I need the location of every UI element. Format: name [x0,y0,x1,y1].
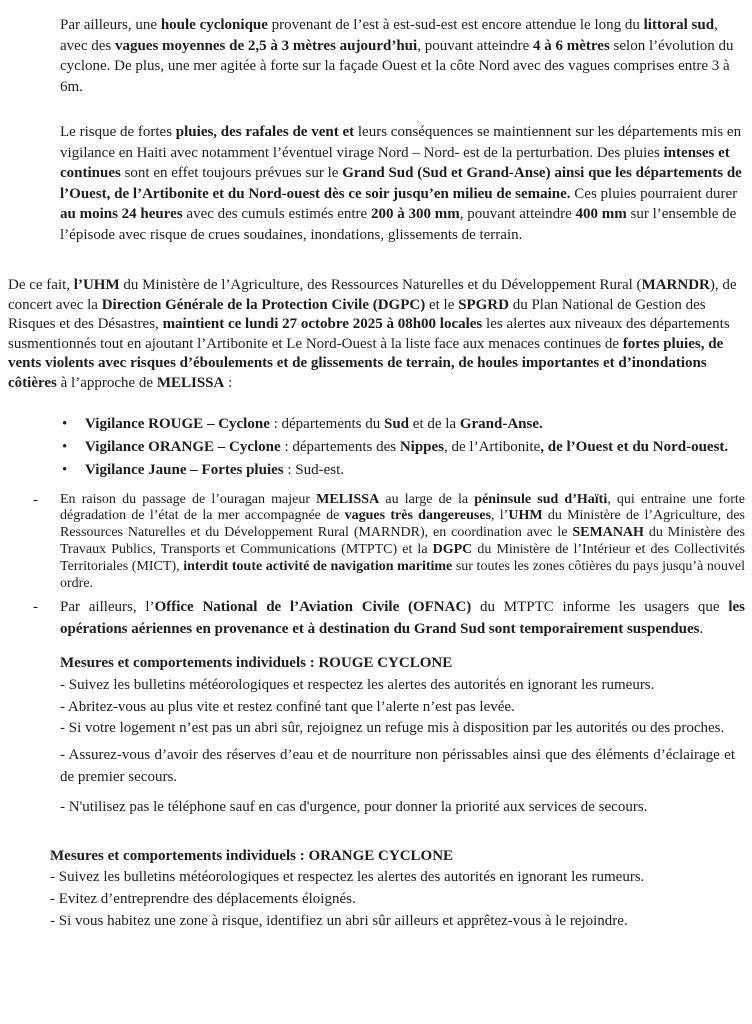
vigilance-item-text: Vigilance ORANGE – Cyclone : départements des Nippes, de l’Artibonite, de l’Ouest et du Nord-ouest. [85,438,729,455]
notice-item-text: Par ailleurs, l’Office National de l’Aviation Civile (OFNAC) du MTPTC informe les usagers que les opérations aériennes en provenance et à destination du Grand Sud sont temporairement suspendues. [60,599,746,637]
bullet-icon: • [62,415,68,432]
notice-item-navigation-maritime [33,492,745,593]
measure-orange-2: - Evitez d’entreprendre des déplacements éloignés. [50,891,356,908]
vigilance-item-jaune [62,459,745,482]
paragraph-houle-cyclonique: Par ailleurs, une houle cyclonique provenant de l’est à est-sud-est est encore attendue le long du littoral sud, avec des vagues moyennes de 2,5 à 3 mètres aujourd’hui, pouvant atteindre 4 à 6 mètres selon l’évolution du cyclone. De plus, une mer agitée à forte sur la façade Ouest et la côte Nord avec des vagues comprises entre 3 à 6m. [60,17,734,95]
vigilance-item-text: Vigilance Jaune – Fortes pluies : Sud-est. [85,461,345,478]
paragraph-maintien-alertes: De ce fait, l’UHM du Ministère de l’Agriculture, des Ressources Naturelles et du Développement Rural (MARNDR), de concert avec la Direction Générale de la Protection Civile (DGPC) et le SPGRD du Plan National de Gestion des Risques et des Désastres, maintient ce lundi 27 octobre 2025 à 08h00 locales les alertes aux niveaux des départements susmentionnés tout en ajoutant l’Artibonite et Le Nord-Ouest à la liste face aux menaces continues de fortes pluies, de vents violents avec risques d’éboulements et de glissements de terrain, de houles importantes et d’inondations côtières à l’approche de MELISSA : [8,277,737,391]
bullet-icon: • [62,461,68,478]
vigilance-list [62,413,745,482]
measure-rouge-4: - Assurez-vous d’avoir des réserves d’eau et de nourriture non périssables ainsi que des éléments d’éclairage et de premier secours. [60,747,735,785]
measure-rouge-3: - Si votre logement n’est pas un abri sûr, rejoignez un refuge mis à disposition par les autorités ou des proches. [60,720,725,737]
mesures-rouge-section [60,653,735,819]
notice-item-text: En raison du passage de l’ouragan majeur MELISSA au large de la péninsule sud d’Haïti, qui entraine une forte dégradation de l’état de la mer accompagnée de vagues très dangereuses, l’UHM du Ministère de l’Agriculture, des Ressources Naturelles et du Développement Rural (MARNDR), en coordination avec le SEMANAH du Ministère des Travaux Publics, Transports et Communications (MTPTC) et la DGPC du Ministère de l’Intérieur et des Collectivités Territoriales (MICT), interdit toute activité de navigation maritime sur toutes les zones côtières du pays jusqu’à nouvel ordre. [60,491,745,592]
notice-list [33,492,745,640]
measure-rouge-5: - N'utilisez pas le téléphone sauf en cas d'urgence, pour donner la priorité aux services de secours. [60,798,648,815]
dash-icon: - [33,491,38,508]
measure-rouge-1: - Suivez les bulletins météorologiques et respectez les alertes des autorités en ignorant les rumeurs. [60,676,655,693]
mesures-orange-section [50,846,735,933]
vigilance-item-rouge [62,413,745,436]
dash-icon: - [33,599,38,615]
vigilance-item-orange [62,436,745,459]
notice-item-aviation [33,596,745,640]
measure-orange-3: - Si vous habitez une zone à risque, identifiez un abri sûr ailleurs et apprêtez-vous à le rejoindre. [50,912,628,929]
paragraph-pluies-vigilance: Le risque de fortes pluies, des rafales de vent et leurs conséquences se maintiennent sur les départements mis en vigilance en Haiti avec notamment l’éventuel virage Nord – Nord- est de la perturbation. Des pluies intenses et continues sont en effet toujours prévues sur le Grand Sud (Sud et Grand-Anse) ainsi que les départements de l’Ouest, de l’Artibonite et du Nord-ouest dès ce soir jusqu’en milieu de semaine. Ces pluies pourraient durer au moins 24 heures avec des cumuls estimés entre 200 à 300 mm, pouvant atteindre 400 mm sur l’ensemble de l’épisode avec risque de crues soudaines, inondations, glissements de terrain. [60,124,742,243]
bullet-icon: • [62,438,68,455]
vigilance-item-text: Vigilance ROUGE – Cyclone : départements du Sud et de la Grand-Anse. [85,415,543,432]
mesures-rouge-heading: Mesures et comportements individuels : ROUGE CYCLONE [60,655,453,671]
measure-rouge-2: - Abritez-vous au plus vite et restez confiné tant que l’alerte n’est pas levée. [60,698,515,715]
measure-orange-1: - Suivez les bulletins météorologiques et respectez les alertes des autorités en ignorant les rumeurs. [50,869,645,886]
mesures-orange-heading: Mesures et comportements individuels : ORANGE CYCLONE [50,847,454,864]
